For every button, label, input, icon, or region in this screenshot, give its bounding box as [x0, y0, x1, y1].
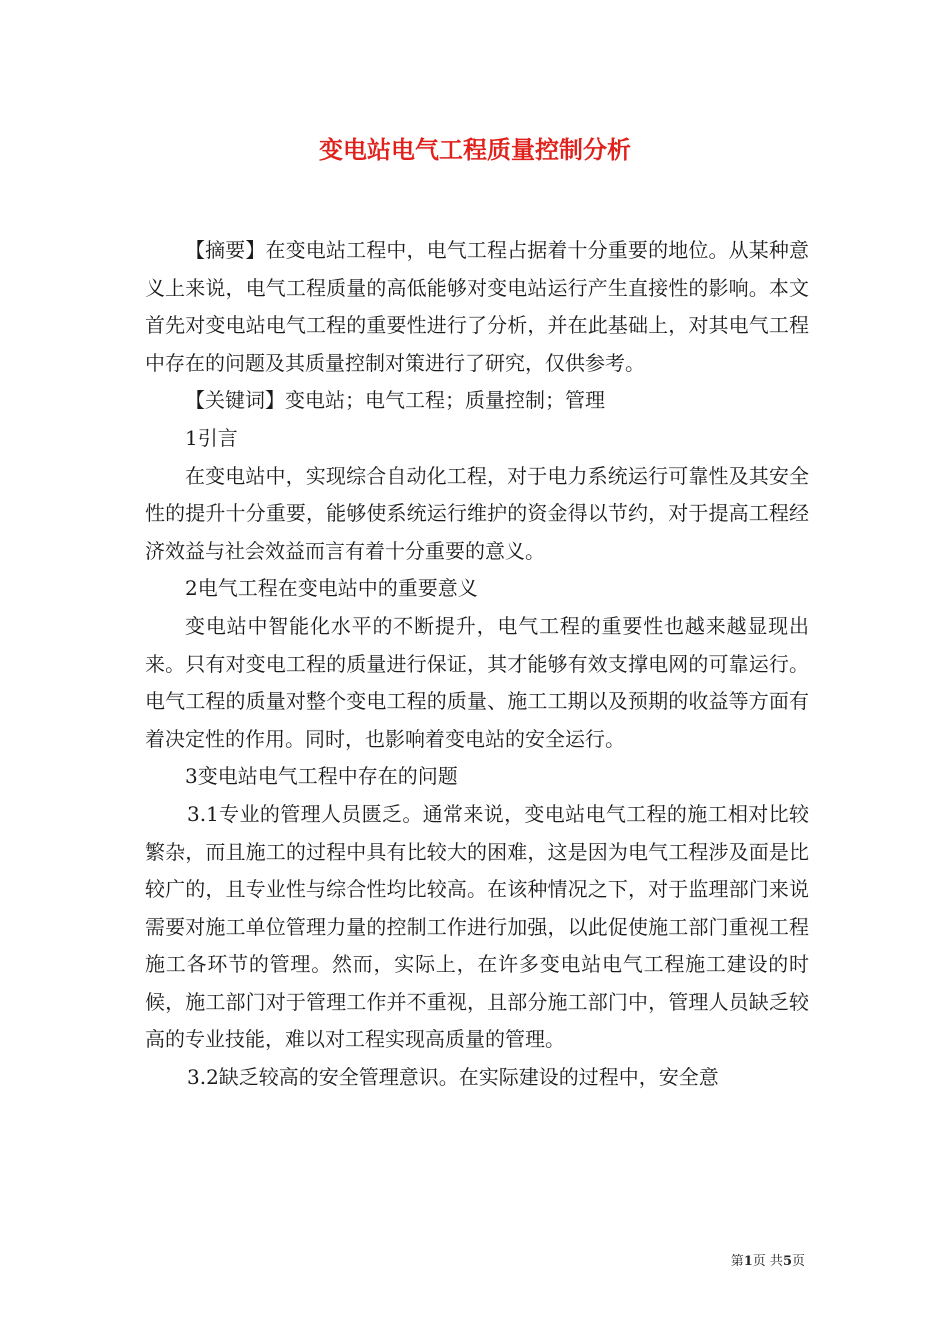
subsection-paragraph-3-1: 3.1专业的管理人员匮乏。通常来说，变电站电气工程的施工相对比较繁杂，而且施工的过程中具有比较大的困难，这是因为电气工程涉及面是比较广的，且专业性与综合性均比较高。在该种情况之下，对于监理部门来说需要对施工单位管理力量的控制工作进行加强，以此促使施工部门重视工程施工各环节的管理。然而，实际上，在许多变电站电气工程施工建设的时候，施工部门对于管理工作并不重视，且部分施工部门中，管理人员缺乏较高的专业技能，难以对工程实现高质量的管理。	[145, 801, 809, 1052]
section-heading-3: 3变电站电气工程中存在的问题	[185, 764, 458, 789]
current-page-number: 1	[743, 1254, 753, 1269]
total-pages-number: 5	[782, 1254, 792, 1269]
document-title: 变电站电气工程质量控制分析	[319, 135, 631, 164]
document-body	[145, 232, 809, 1097]
section-heading-2: 2电气工程在变电站中的重要意义	[185, 576, 478, 601]
footer-suffix: 页	[791, 1254, 805, 1269]
section-heading-1: 1引言	[185, 425, 238, 450]
body-paragraph: 在变电站中，实现综合自动化工程，对于电力系统运行可靠性及其安全性的提升十分重要，能够使系统运行维护的资金得以节约，对于提高工程经济效益与社会效益而言有着十分重要的意义。	[145, 463, 809, 563]
keywords-paragraph: 【关键词】变电站；电气工程；质量控制；管理	[185, 388, 605, 413]
footer-prefix: 第	[730, 1254, 744, 1269]
body-paragraph: 变电站中智能化水平的不断提升，电气工程的重要性也越来越显现出来。只有对变电工程的质量进行保证，其才能够有效支撑电网的可靠运行。电气工程的质量对整个变电工程的质量、施工工期以及预期的收益等方面有着决定性的作用。同时，也影响着变电站的安全运行。	[145, 613, 809, 751]
page-footer	[731, 1250, 805, 1269]
abstract-paragraph: 【摘要】在变电站工程中，电气工程占据着十分重要的地位。从某种意义上来说，电气工程质量的高低能够对变电站运行产生直接性的影响。本文首先对变电站电气工程的重要性进行了分析，并在此基础上，对其电气工程中存在的问题及其质量控制对策进行了研究，仅供参考。	[145, 238, 809, 375]
subsection-paragraph-3-2: 3.2缺乏较高的安全管理意识。在实际建设的过程中，安全意	[187, 1065, 719, 1090]
footer-middle: 页 共	[752, 1254, 783, 1269]
